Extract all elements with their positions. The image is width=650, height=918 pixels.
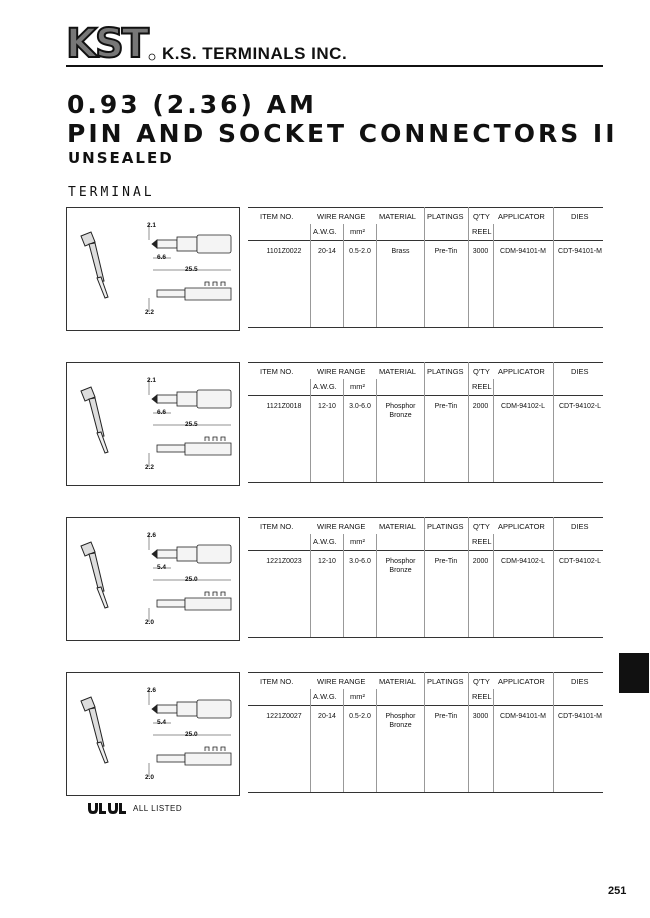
cell-qty: 2000 [472,558,489,565]
dimension-bottom: 2.2 [145,464,155,471]
column-divider [553,672,554,792]
product-block [0,207,650,337]
dimension-length: 25.0 [185,731,198,738]
column-divider [424,207,425,327]
header-mm2: mm² [350,537,365,546]
header-dies: DIES [571,522,589,531]
dimension-top: 2.1 [147,377,157,384]
dimension-top: 2.1 [147,222,157,229]
cell-applicator: CDM-94101-M [500,248,546,255]
header-mm2: mm² [350,382,365,391]
table-rule [248,517,603,518]
dimension-top: 2.6 [147,532,157,539]
column-divider [343,379,344,482]
table-rule [248,395,603,396]
cell-material: Phosphor Bronze [385,713,416,729]
column-divider [343,534,344,637]
header-awg: A.W.G. [313,537,337,546]
column-divider [493,534,494,637]
dimension-inner: 5.4 [157,719,167,726]
header-item-no: ITEM NO. [260,677,294,686]
cell-plating: Pre-Tin [434,403,458,410]
table-rule [248,792,603,793]
cell-qty: 2000 [472,403,489,410]
kst-logo [66,22,156,62]
cell-applicator: CDM-94102-L [501,558,545,565]
column-divider [468,672,469,792]
header-platings: PLATINGS [427,522,464,531]
cell-material: Brass [391,248,410,255]
cell-applicator: CDM-94102-L [501,403,545,410]
cell-item-no: 1221Z0027 [266,713,302,720]
header-mm2: mm² [350,692,365,701]
header-awg: A.W.G. [313,382,337,391]
cell-dies: CDT-94102-L [558,403,602,410]
header-wire-range: WIRE RANGE [317,522,366,531]
column-divider [493,379,494,482]
column-divider [310,534,311,637]
header-item-no: ITEM NO. [260,522,294,531]
column-divider [493,689,494,792]
header-applicator: APPLICATOR [498,677,545,686]
header-qty: Q'TY [473,522,490,531]
cell-plating: Pre-Tin [434,713,458,720]
dimension-length: 25.0 [185,576,198,583]
column-divider [493,224,494,327]
column-divider [376,689,377,792]
header-platings: PLATINGS [427,677,464,686]
product-block [0,362,650,492]
header-dies: DIES [571,677,589,686]
cell-plating: Pre-Tin [434,558,458,565]
dimension-top: 2.6 [147,687,157,694]
cell-awg: 20-14 [318,713,336,720]
dimension-length: 25.5 [185,421,198,428]
header-item-no: ITEM NO. [260,212,294,221]
header-applicator: APPLICATOR [498,212,545,221]
table-rule [248,705,603,706]
column-divider [343,224,344,327]
cell-dies: CDT-94101-M [558,248,602,255]
column-divider [468,362,469,482]
chapter-tab [619,653,649,693]
header-material: MATERIAL [379,677,416,686]
cell-mm2: 3.0-6.0 [349,403,371,410]
cell-mm2: 0.5-2.0 [349,248,371,255]
column-divider [424,672,425,792]
header-material: MATERIAL [379,522,416,531]
header-qty: Q'TY [473,212,490,221]
header-applicator: APPLICATOR [498,522,545,531]
page-subtitle: UNSEALED [68,149,174,167]
table-rule [248,207,603,208]
header-material: MATERIAL [379,212,416,221]
product-block [0,517,650,647]
cell-item-no: 1221Z0023 [266,558,302,565]
cell-material: Phosphor Bronze [385,403,416,419]
column-divider [468,207,469,327]
cell-dies: CDT-94101-M [558,713,602,720]
header-wire-range: WIRE RANGE [317,677,366,686]
column-divider [310,689,311,792]
header-applicator: APPLICATOR [498,367,545,376]
header-mm2: mm² [350,227,365,236]
cell-qty: 3000 [472,713,489,720]
header-rule [66,65,603,67]
header-qty: Q'TY [473,367,490,376]
column-divider [553,517,554,637]
cell-mm2: 0.5-2.0 [349,713,371,720]
dimension-bottom: 2.2 [145,309,155,316]
cell-qty: 3000 [472,248,489,255]
dimension-bottom: 2.0 [145,774,155,781]
header-platings: PLATINGS [427,212,464,221]
dimension-inner: 6.6 [157,254,167,261]
header-wire-range: WIRE RANGE [317,212,366,221]
cell-mm2: 3.0-6.0 [349,558,371,565]
table-rule [248,240,603,241]
cell-applicator: CDM-94101-M [500,713,546,720]
column-divider [553,207,554,327]
terminal-drawing [66,207,240,331]
header-reel: REEL [472,382,492,391]
terminal-drawing [66,362,240,486]
logo-text: KST [66,22,148,62]
table-rule [248,637,603,638]
cell-awg: 12-10 [318,558,336,565]
page-title-line2: PIN AND SOCKET CONNECTORS II [67,119,618,148]
ul-listed-label: ALL LISTED [133,804,183,813]
header-wire-range: WIRE RANGE [317,367,366,376]
header-reel: REEL [472,692,492,701]
column-divider [376,224,377,327]
dimension-length: 25.5 [185,266,198,273]
column-divider [424,517,425,637]
cell-dies: CDT-94102-L [558,558,602,565]
header-reel: REEL [472,227,492,236]
column-divider [376,534,377,637]
product-block [0,672,650,802]
table-rule [248,672,603,673]
table-rule [248,482,603,483]
cell-plating: Pre-Tin [434,248,458,255]
header-platings: PLATINGS [427,367,464,376]
column-divider [376,379,377,482]
column-divider [553,362,554,482]
cell-awg: 20-14 [318,248,336,255]
table-rule [248,362,603,363]
page-title-line1: 0.93 (2.36) AM [67,90,317,119]
column-divider [468,517,469,637]
header-dies: DIES [571,212,589,221]
header-item-no: ITEM NO. [260,367,294,376]
header-material: MATERIAL [379,367,416,376]
terminal-drawing [66,517,240,641]
spec-table [248,207,603,329]
dimension-inner: 6.6 [157,409,167,416]
cell-awg: 12-10 [318,403,336,410]
header-dies: DIES [571,367,589,376]
spec-table [248,517,603,639]
spec-table [248,672,603,794]
table-rule [248,550,603,551]
terminal-drawing [66,672,240,796]
company-name: K.S. TERMINALS INC. [162,44,348,63]
table-rule [248,327,603,328]
cell-item-no: 1101Z0022 [266,248,302,255]
column-divider [310,224,311,327]
cell-material: Phosphor Bronze [385,558,416,574]
column-divider [424,362,425,482]
header-reel: REEL [472,537,492,546]
column-divider [310,379,311,482]
cell-item-no: 1121Z0018 [266,403,302,410]
page-number: 251 [608,885,627,897]
dimension-bottom: 2.0 [145,619,155,626]
ul-listed-icon [86,801,126,815]
section-label: TERMINAL [68,185,155,200]
header-awg: A.W.G. [313,227,337,236]
header-awg: A.W.G. [313,692,337,701]
header-qty: Q'TY [473,677,490,686]
dimension-inner: 5.4 [157,564,167,571]
spec-table [248,362,603,484]
column-divider [343,689,344,792]
